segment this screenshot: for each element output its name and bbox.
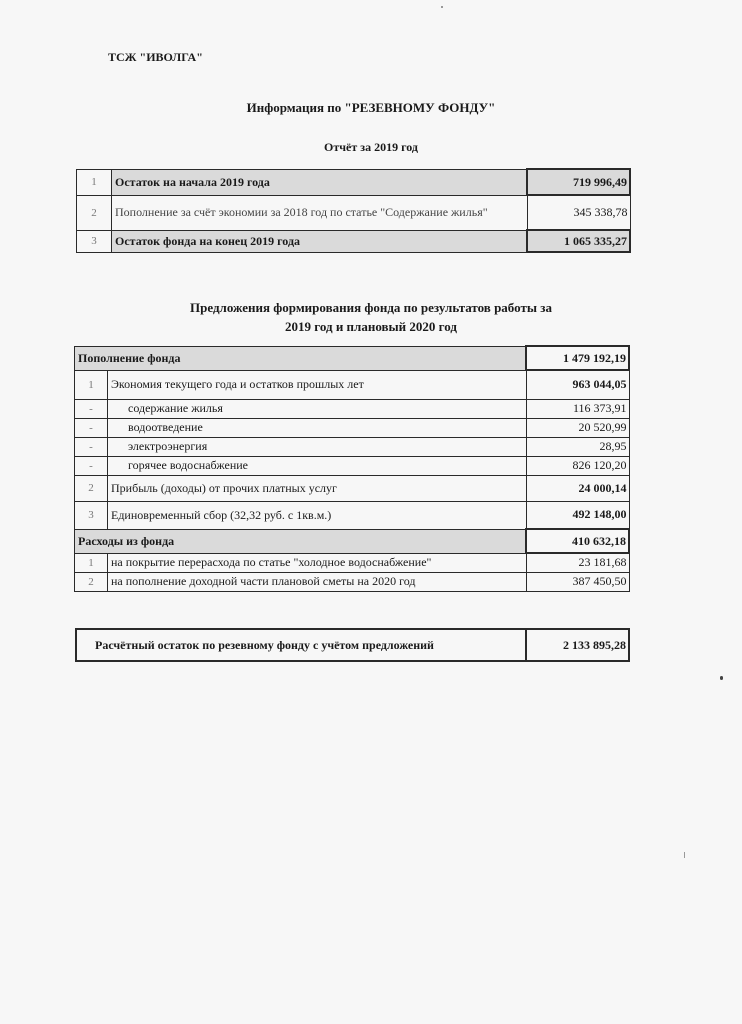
report-title: Отчёт за 2019 год	[324, 140, 418, 154]
row-label: электроэнергия	[108, 437, 527, 456]
income-header-row	[75, 346, 630, 370]
row-amount: 492 148,00	[526, 501, 629, 529]
row-amount: 23 181,68	[526, 553, 629, 572]
row-label: Прибыль (доходы) от прочих платных услуг	[108, 475, 527, 501]
document-title: Информация по "РЕЗЕВНОМУ ФОНДУ"	[246, 100, 496, 115]
table-row	[75, 370, 630, 399]
row-label: водоотведение	[108, 418, 527, 437]
row-number: 1	[75, 553, 108, 572]
row-amount: 719 996,49	[527, 169, 630, 195]
row-number: 3	[77, 230, 112, 252]
row-label: Единовременный сбор (32,32 руб. с 1кв.м.)	[108, 501, 527, 529]
table-row	[75, 475, 630, 501]
row-label: Экономия текущего года и остатков прошлых лет	[108, 370, 527, 399]
row-amount: 826 120,20	[526, 456, 629, 475]
row-label: Пополнение за счёт экономии за 2018 год по статье "Содержание жилья"	[112, 195, 528, 230]
row-amount: 345 338,78	[527, 195, 630, 230]
balance-label: Расчётный остаток по резевному фонду с учётом предложений	[76, 629, 526, 661]
row-number: 2	[75, 475, 108, 501]
row-number: 3	[75, 501, 108, 529]
row-label: Остаток на начала 2019 года	[112, 169, 528, 195]
row-amount: 387 450,50	[526, 572, 629, 591]
table-row	[75, 553, 630, 572]
row-label: Остаток фонда на конец 2019 года	[112, 230, 528, 252]
table-row	[75, 418, 630, 437]
expense-header-label: Расходы из фонда	[75, 529, 527, 553]
balance-row	[76, 629, 629, 661]
row-amount: 116 373,91	[526, 399, 629, 418]
table-row	[77, 230, 631, 252]
report-table	[76, 168, 631, 253]
proposal-title	[0, 298, 742, 336]
row-number: -	[75, 456, 108, 475]
row-label: на покрытие перерасхода по статье "холодное водоснабжение"	[108, 553, 527, 572]
row-amount: 24 000,14	[526, 475, 629, 501]
row-number: 2	[75, 572, 108, 591]
row-number: -	[75, 418, 108, 437]
table-row	[75, 572, 630, 591]
table-row	[77, 169, 631, 195]
row-amount: 20 520,99	[526, 418, 629, 437]
row-label: горячее водоснабжение	[108, 456, 527, 475]
row-amount: 963 044,05	[526, 370, 629, 399]
organization-name: ТСЖ "ИВОЛГА"	[108, 50, 203, 64]
expense-header-row	[75, 529, 630, 553]
income-header-label: Пополнение фонда	[75, 346, 527, 370]
scan-speck	[441, 6, 443, 8]
income-header-amount: 1 479 192,19	[526, 346, 629, 370]
row-number: 1	[75, 370, 108, 399]
table-row	[75, 437, 630, 456]
proposal-title-line1: Предложения формирования фонда по результатов работы за	[190, 300, 552, 315]
row-number: 2	[77, 195, 112, 230]
scan-speck	[684, 852, 685, 858]
balance-amount: 2 133 895,28	[526, 629, 629, 661]
table-row	[75, 399, 630, 418]
row-number: -	[75, 437, 108, 456]
proposal-title-line2: 2019 год и плановый 2020 год	[285, 319, 457, 334]
table-row	[77, 195, 631, 230]
row-number: 1	[77, 169, 112, 195]
proposal-table	[74, 345, 630, 592]
row-label: содержание жилья	[108, 399, 527, 418]
expense-header-amount: 410 632,18	[526, 529, 629, 553]
table-row	[75, 501, 630, 529]
row-amount: 28,95	[526, 437, 629, 456]
table-row	[75, 456, 630, 475]
row-number: -	[75, 399, 108, 418]
scan-speck	[720, 676, 723, 680]
row-amount: 1 065 335,27	[527, 230, 630, 252]
row-label: на пополнение доходной части плановой сметы на 2020 год	[108, 572, 527, 591]
balance-table	[75, 628, 630, 662]
